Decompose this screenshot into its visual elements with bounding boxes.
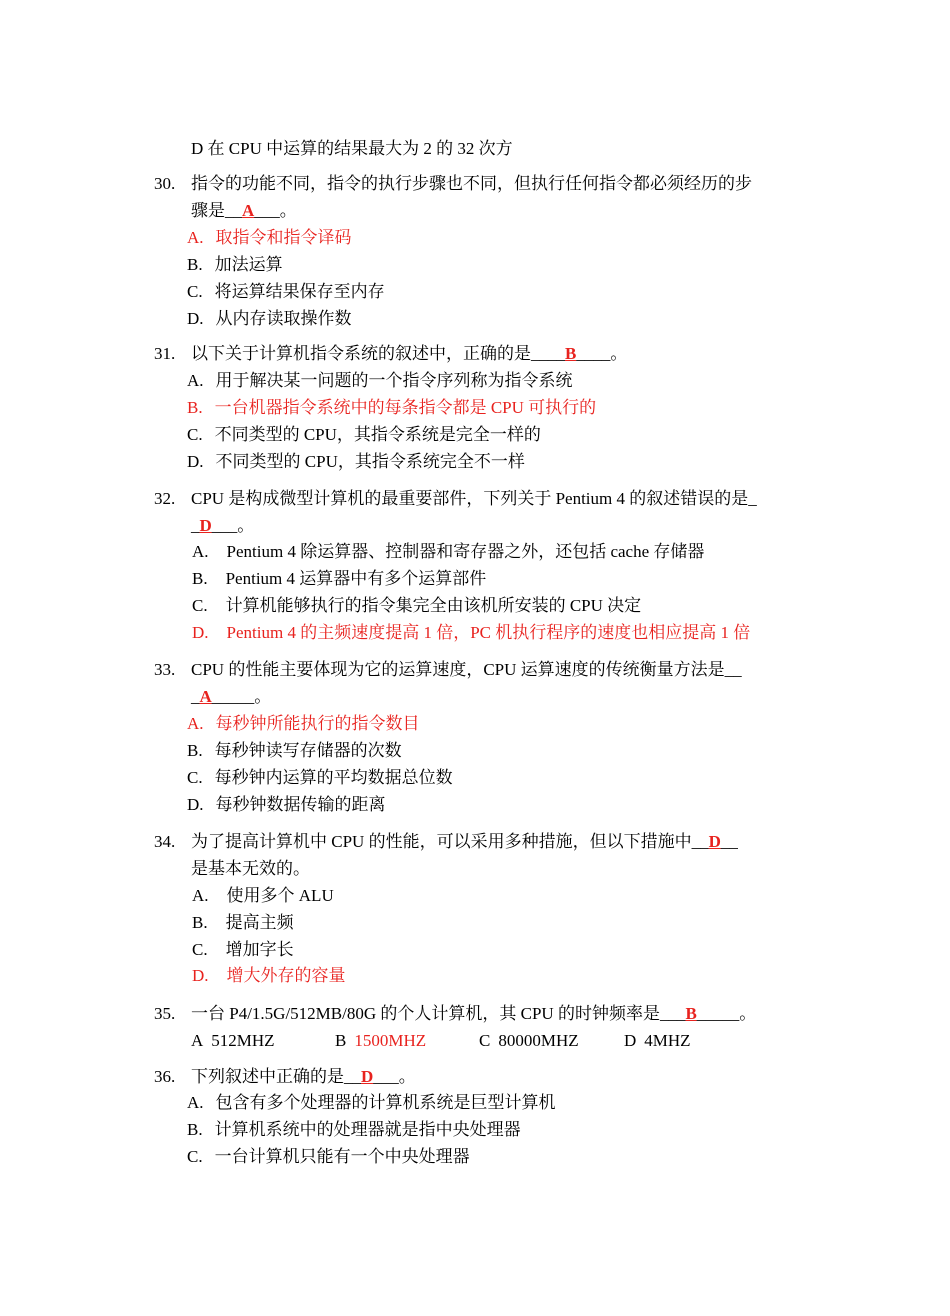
question-stem: 指令的功能不同，指令的执行步骤也不同，但执行任何指令都必须经历的步	[191, 174, 752, 193]
answer-blank: A	[199, 687, 212, 706]
question-stem: 为了提高计算机中 CPU 的性能，可以采用多种措施，但以下措施中__D__	[191, 832, 738, 851]
option-b: B. 提高主频	[192, 913, 294, 932]
question-stem-cont: _A_____。	[191, 687, 272, 706]
answer-blank: A	[242, 201, 255, 220]
answer-blank: B	[565, 344, 577, 363]
question-stem: CPU 是构成微型计算机的最重要部件，下列关于 Pentium 4 的叙述错误的是_	[191, 489, 757, 508]
answer-blank: D	[199, 516, 212, 535]
option-a: A. Pentium 4 除运算器、控制器和寄存器之外，还包括 cache 存储器	[192, 542, 705, 561]
question-stem: 一台 P4/1.5G/512MB/80G 的个人计算机，其 CPU 的时钟频率是___B_____。	[191, 1004, 757, 1023]
option-a: A. 用于解决某一问题的一个指令序列称为指令系统	[187, 371, 573, 390]
option-c: C. 增加字长	[192, 940, 294, 959]
question-stem: CPU 的性能主要体现为它的运算速度，CPU 运算速度的传统衡量方法是__	[191, 660, 742, 679]
option-c: C. 计算机能够执行的指令集完全由该机所安装的 CPU 决定	[192, 596, 642, 615]
question-stem: 以下关于计算机指令系统的叙述中，正确的是____B____。	[191, 344, 628, 363]
option-a: A 512MHZ	[191, 1031, 275, 1050]
answer-blank: B	[685, 1004, 697, 1023]
option-c: C. 每秒钟内运算的平均数据总位数	[187, 768, 453, 787]
question-stem: 下列叙述中正确的是__D___。	[191, 1067, 416, 1086]
option-b: B. Pentium 4 运算器中有多个运算部件	[192, 569, 487, 588]
question-number: 36.	[154, 1067, 176, 1086]
option-c: C. 不同类型的 CPU，其指令系统是完全一样的	[187, 425, 541, 444]
question-number: 35.	[154, 1004, 176, 1023]
option-c: C. 一台计算机只能有一个中央处理器	[187, 1147, 470, 1166]
option-d: D. Pentium 4 的主频速度提高 1 倍，PC 机执行程序的速度也相应提高 1 倍	[192, 623, 751, 642]
option-b: B. 一台机器指令系统中的每条指令都是 CPU 可执行的	[187, 398, 597, 417]
question-number: 30.	[154, 174, 176, 193]
option-b: B. 计算机系统中的处理器就是指中央处理器	[187, 1120, 521, 1139]
option-c: C. 将运算结果保存至内存	[187, 282, 385, 301]
option-a: A. 使用多个 ALU	[192, 886, 334, 905]
question-stem-cont: 骤是__A___。	[191, 201, 297, 220]
option-d: D. 增大外存的容量	[192, 966, 346, 985]
answer-blank: D	[708, 832, 721, 851]
option-a: A. 包含有多个处理器的计算机系统是巨型计算机	[187, 1093, 556, 1112]
question-number: 33.	[154, 660, 176, 679]
option-a: A. 取指令和指令译码	[187, 228, 352, 247]
question-number: 31.	[154, 344, 176, 363]
option-d: D. 每秒钟数据传输的距离	[187, 795, 386, 814]
question-stem-cont: 是基本无效的。	[191, 859, 310, 878]
option-d: D. 不同类型的 CPU，其指令系统完全不一样	[187, 452, 525, 471]
question-stem-cont: _D___。	[191, 516, 255, 535]
option-d: D. 从内存读取操作数	[187, 309, 352, 328]
option-b: B. 每秒钟读写存储器的次数	[187, 741, 402, 760]
carry-over-option: D 在 CPU 中运算的结果最大为 2 的 32 次方	[191, 139, 513, 158]
answer-blank: D	[361, 1067, 374, 1086]
option-b: B 1500MHZ	[335, 1031, 427, 1050]
question-number: 32.	[154, 489, 176, 508]
option-a: A. 每秒钟所能执行的指令数目	[187, 714, 420, 733]
question-number: 34.	[154, 832, 176, 851]
option-b: B. 加法运算	[187, 255, 283, 274]
option-c: C 80000MHZ	[479, 1031, 579, 1050]
option-d: D 4MHZ	[624, 1031, 691, 1050]
